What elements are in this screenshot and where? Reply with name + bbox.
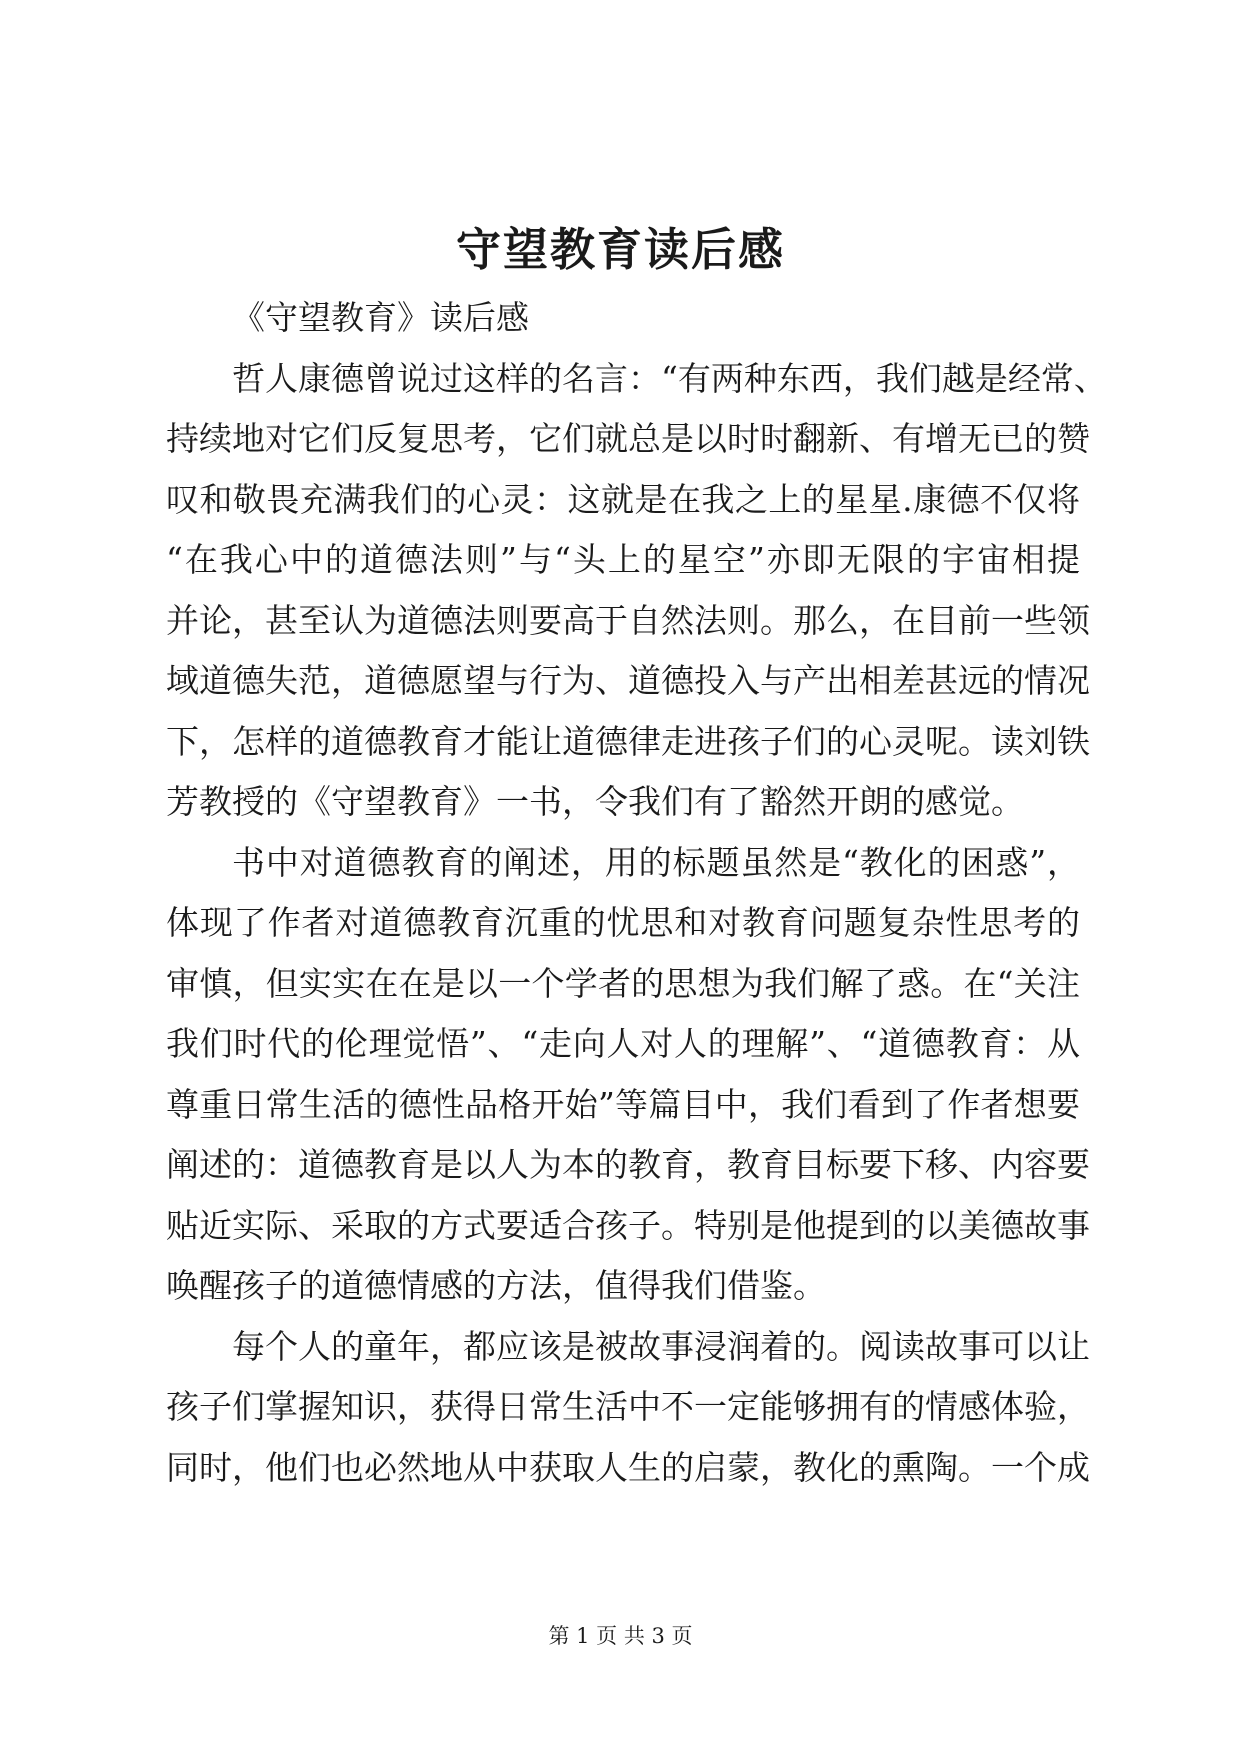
document-title: 守望教育读后感 [455, 223, 785, 276]
document-body [166, 288, 1107, 1498]
paragraph-line: 审慎，但实实在在是以一个学者的思想为我们解了惑。在“关注 [166, 963, 1080, 1003]
paragraph-line: 哲人康德曾说过这样的名言：“有两种东西，我们越是经常、 [232, 358, 1107, 398]
paragraph-line: 叹和敬畏充满我们的心灵：这就是在我之上的星星.康德不仅将 [166, 479, 1080, 519]
paragraph-line: 并论，甚至认为道德法则要高于自然法则。那么，在目前一些领 [166, 600, 1090, 640]
paragraph-line: 域道德失范，道德愿望与行为、道德投入与产出相差甚远的情况 [166, 661, 1090, 700]
paragraph-line: 贴近实际、采取的方式要适合孩子。特别是他提到的以美德故事 [166, 1205, 1090, 1245]
paragraph-3 [166, 1317, 1090, 1499]
paragraph-2 [166, 833, 1090, 1317]
paragraph-line: 持续地对它们反复思考，它们就总是以时时翻新、有增无已的赞 [166, 419, 1090, 458]
paragraph-line: 下，怎样的道德教育才能让道德律走进孩子们的心灵呢。读刘铁 [166, 721, 1090, 761]
paragraph-line: 阐述的：道德教育是以人为本的教育，教育目标要下移、内容要 [166, 1145, 1090, 1184]
paragraph-line: 芳教授的《守望教育》一书，令我们有了豁然开朗的感觉。 [166, 782, 1024, 821]
paragraph-line: 体现了作者对道德教育沉重的忧思和对教育问题复杂性思考的 [166, 903, 1080, 942]
paragraph-line: 唤醒孩子的道德情感的方法，值得我们借鉴。 [166, 1266, 826, 1305]
page-number-footer: 第 1 页 共 3 页 [548, 1624, 693, 1648]
document-subtitle: 《守望教育》读后感 [232, 298, 529, 337]
paragraph-line: 我们时代的伦理觉悟”、“走向人对人的理解”、“道德教育：从 [166, 1024, 1080, 1063]
paragraph-line: “在我心中的道德法则”与“头上的星空”亦即无限的宇宙相提 [166, 540, 1080, 579]
paragraph-line: 每个人的童年，都应该是被故事浸润着的。阅读故事可以让 [232, 1326, 1090, 1366]
paragraph-line: 尊重日常生活的德性品格开始”等篇目中，我们看到了作者想要 [166, 1084, 1080, 1124]
paragraph-line: 同时，他们也必然地从中获取人生的启蒙，教化的熏陶。一个成 [166, 1447, 1090, 1487]
paragraph-line: 孩子们掌握知识，获得日常生活中不一定能够拥有的情感体验， [166, 1387, 1090, 1426]
paragraph-1 [166, 349, 1107, 833]
paragraph-line: 书中对道德教育的阐述，用的标题虽然是“教化的困惑”， [232, 842, 1080, 882]
